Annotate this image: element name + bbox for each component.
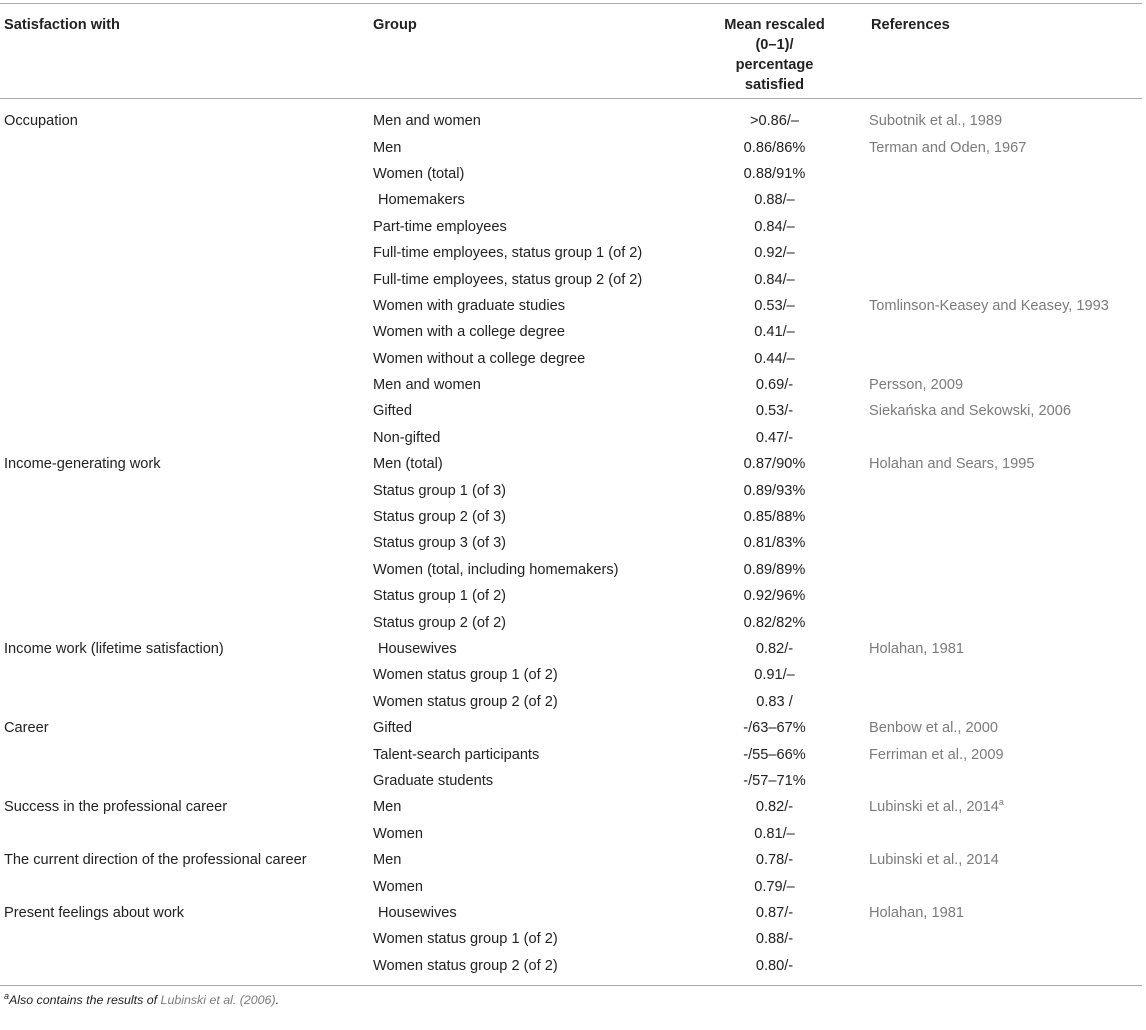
row-mean-value: 0.82/-	[755, 799, 794, 816]
row-reference	[867, 530, 1142, 556]
table-row	[0, 504, 1142, 530]
row-reference-text: Tomlinson-Keasey and Keasey, 1993	[869, 297, 1109, 314]
table-row	[0, 583, 1142, 609]
row-mean-value: 0.89/93%	[743, 482, 806, 499]
table-row	[0, 926, 1142, 952]
row-reference	[867, 873, 1142, 899]
table-row	[0, 214, 1142, 240]
row-group: Women status group 1 (of 2)	[373, 667, 558, 684]
row-reference-text: Holahan, 1981	[869, 904, 964, 921]
row-mean-value: 0.69/-	[755, 377, 794, 394]
footnote-reference-link[interactable]: Lubinski et al. (2006)	[160, 992, 276, 1007]
row-reference-footnote-marker: a	[998, 797, 1004, 808]
row-reference-text: Persson, 2009	[869, 377, 964, 394]
footnote-text: Also contains the results of	[9, 992, 161, 1007]
row-mean-value: 0.88/-	[755, 931, 794, 948]
row-reference	[867, 346, 1142, 372]
row-reference	[867, 425, 1142, 451]
table-row	[0, 741, 1142, 767]
table-row	[0, 425, 1142, 451]
row-reference	[867, 583, 1142, 609]
row-group: Women with graduate studies	[373, 297, 565, 314]
table-row	[0, 662, 1142, 688]
table-row	[0, 636, 1142, 662]
table-row	[0, 821, 1142, 847]
row-group: Women	[373, 825, 424, 842]
row-reference[interactable]	[867, 715, 1142, 741]
table-row	[0, 557, 1142, 583]
row-category	[0, 214, 369, 240]
row-reference[interactable]	[867, 108, 1142, 134]
body-top-spacer	[0, 99, 1142, 108]
row-category	[0, 425, 369, 451]
row-reference	[867, 319, 1142, 345]
header-mean-line-2: (0–1)/	[755, 37, 794, 53]
table-row	[0, 346, 1142, 372]
table-row	[0, 293, 1142, 319]
row-category	[0, 583, 369, 609]
row-category	[0, 662, 369, 688]
row-reference[interactable]	[867, 372, 1142, 398]
table-row	[0, 451, 1142, 477]
table-row	[0, 689, 1142, 715]
table-row	[0, 768, 1142, 794]
row-group: Women status group 2 (of 2)	[373, 957, 558, 974]
row-category: Success in the professional career	[4, 799, 228, 816]
row-mean-value: 0.81/83%	[743, 535, 806, 552]
row-reference[interactable]	[867, 398, 1142, 424]
table-row	[0, 108, 1142, 134]
header-mean-line-3: percentage	[735, 57, 814, 73]
satisfaction-table	[0, 4, 1142, 985]
row-group: Housewives	[378, 904, 457, 921]
table-row	[0, 134, 1142, 160]
row-reference-text: Holahan and Sears, 1995	[869, 456, 1035, 473]
row-group: Status group 2 (of 2)	[373, 614, 507, 631]
table-row	[0, 609, 1142, 635]
table-row	[0, 161, 1142, 187]
table-header	[0, 4, 1142, 98]
row-reference	[867, 240, 1142, 266]
results-table-container	[0, 3, 1142, 1007]
row-group: Men	[373, 139, 402, 156]
row-reference[interactable]	[867, 741, 1142, 767]
row-group: Women with a college degree	[373, 324, 565, 341]
row-mean-value: >0.86/–	[749, 113, 800, 130]
row-category	[0, 477, 369, 503]
row-mean-value: 0.53/-	[755, 403, 794, 420]
row-mean-value: 0.86/86%	[743, 139, 806, 156]
row-group: Women status group 1 (of 2)	[373, 931, 558, 948]
row-reference[interactable]	[867, 900, 1142, 926]
table-row	[0, 398, 1142, 424]
row-mean-value: 0.82/82%	[743, 614, 806, 631]
row-group: Homemakers	[378, 192, 465, 209]
row-mean-value: 0.92/–	[754, 245, 795, 262]
row-group: Women (total)	[373, 165, 465, 182]
row-group: Status group 3 (of 3)	[373, 535, 507, 552]
header-mean-rescaled	[682, 4, 867, 98]
header-group: Group	[373, 17, 417, 33]
table-row	[0, 953, 1142, 979]
row-mean-value: 0.84/–	[754, 218, 795, 235]
row-mean-value: 0.80/-	[755, 957, 794, 974]
row-category	[0, 319, 369, 345]
row-category	[0, 161, 369, 187]
row-reference	[867, 926, 1142, 952]
row-mean-value: 0.47/-	[755, 429, 794, 446]
header-mean-line-1: Mean rescaled	[724, 17, 825, 33]
row-category	[0, 873, 369, 899]
row-category	[0, 741, 369, 767]
row-reference[interactable]	[867, 293, 1142, 319]
row-mean-value: 0.82/-	[755, 641, 794, 657]
row-group: Men and women	[373, 113, 481, 130]
row-category: Present feelings about work	[4, 904, 185, 921]
row-group: Status group 1 (of 3)	[373, 482, 507, 499]
row-category	[0, 266, 369, 292]
table-row	[0, 900, 1142, 926]
table-row	[0, 530, 1142, 556]
table-row	[0, 372, 1142, 398]
row-category	[0, 530, 369, 556]
row-category	[0, 293, 369, 319]
row-group: Men	[373, 799, 402, 816]
row-reference	[867, 214, 1142, 240]
row-group: Gifted	[373, 403, 412, 420]
row-reference	[867, 477, 1142, 503]
row-reference-text: Siekańska and Sekowski, 2006	[869, 403, 1072, 420]
table-row	[0, 873, 1142, 899]
row-reference-text: Lubinski et al., 2014	[869, 852, 999, 869]
header-satisfaction-with: Satisfaction with	[4, 17, 120, 33]
row-reference	[867, 266, 1142, 292]
table-row	[0, 319, 1142, 345]
row-category	[0, 821, 369, 847]
row-group: Women status group 2 (of 2)	[373, 693, 558, 710]
row-reference	[867, 821, 1142, 847]
table-row	[0, 266, 1142, 292]
row-category	[0, 134, 369, 160]
row-group: Women without a college degree	[373, 350, 586, 367]
row-reference	[867, 557, 1142, 583]
row-mean-value: -/63–67%	[743, 720, 806, 737]
row-group: Talent-search participants	[373, 746, 540, 763]
row-mean-value: 0.83 /	[756, 693, 793, 710]
row-reference-text: Lubinski et al., 2014	[869, 799, 999, 816]
row-reference[interactable]	[867, 451, 1142, 477]
row-category	[0, 240, 369, 266]
row-group: Men (total)	[373, 456, 443, 473]
row-group: Status group 2 (of 3)	[373, 509, 507, 526]
row-mean-value: -/57–71%	[743, 772, 806, 789]
row-category	[0, 953, 369, 979]
row-mean-value: 0.87/-	[755, 904, 794, 921]
row-category: The current direction of the professional career	[4, 852, 307, 869]
row-category	[0, 689, 369, 715]
row-category	[0, 398, 369, 424]
table-footnote	[0, 986, 1142, 1007]
row-reference-text: Subotnik et al., 1989	[869, 113, 1003, 130]
row-mean-value: 0.89/89%	[743, 561, 806, 578]
footnote-end: .	[275, 992, 280, 1007]
row-reference-text: Terman and Oden, 1967	[869, 139, 1027, 156]
row-category: Income-generating work	[4, 456, 161, 473]
table-row	[0, 477, 1142, 503]
header-references: References	[871, 17, 950, 33]
row-group: Status group 1 (of 2)	[373, 588, 507, 605]
row-mean-value: 0.53/–	[754, 297, 795, 314]
row-group: Non-gifted	[373, 429, 441, 446]
table-row	[0, 240, 1142, 266]
header-mean-line-4: satisfied	[744, 77, 805, 93]
row-mean-value: -/55–66%	[743, 746, 806, 763]
row-category	[0, 504, 369, 530]
row-mean-value: 0.78/-	[755, 852, 794, 869]
row-reference-text: Holahan, 1981	[869, 641, 964, 657]
row-category	[0, 557, 369, 583]
row-category	[0, 187, 369, 213]
row-group: Women	[373, 878, 424, 895]
row-reference[interactable]	[867, 636, 1142, 662]
row-reference-text: Benbow et al., 2000	[869, 720, 999, 737]
row-category: Career	[4, 720, 49, 737]
table-row	[0, 794, 1142, 820]
row-category	[0, 372, 369, 398]
row-mean-value: 0.85/88%	[743, 509, 806, 526]
row-category	[0, 609, 369, 635]
row-mean-value: 0.87/90%	[743, 456, 806, 473]
row-mean-value: 0.88/–	[754, 192, 795, 209]
footnote-marker: a	[4, 990, 10, 1001]
row-reference-text: Ferriman et al., 2009	[869, 746, 1004, 763]
row-mean-value: 0.81/–	[754, 825, 795, 842]
table-row	[0, 187, 1142, 213]
row-mean-value: 0.88/91%	[743, 165, 806, 182]
row-group: Graduate students	[373, 772, 494, 789]
table-body	[0, 98, 1142, 985]
row-group: Full-time employees, status group 1 (of 2)	[373, 245, 643, 262]
row-group: Full-time employees, status group 2 (of 2)	[373, 271, 643, 288]
row-reference[interactable]	[867, 134, 1142, 160]
row-reference[interactable]	[867, 794, 1142, 820]
row-mean-value: 0.41/–	[754, 324, 795, 341]
table-row	[0, 847, 1142, 873]
table-row	[0, 715, 1142, 741]
row-mean-value: 0.44/–	[754, 350, 795, 367]
row-mean-value: 0.79/–	[754, 878, 795, 895]
row-group: Men	[373, 852, 402, 869]
row-group: Housewives	[378, 641, 457, 657]
row-reference	[867, 768, 1142, 794]
row-reference	[867, 689, 1142, 715]
row-category	[0, 768, 369, 794]
row-reference	[867, 187, 1142, 213]
row-category	[0, 926, 369, 952]
row-mean-value: 0.92/96%	[743, 588, 806, 605]
row-reference	[867, 953, 1142, 979]
row-category	[0, 346, 369, 372]
row-reference	[867, 504, 1142, 530]
row-reference	[867, 161, 1142, 187]
row-category: Income work (lifetime satisfaction)	[4, 641, 224, 657]
row-mean-value: 0.84/–	[754, 271, 795, 288]
row-reference	[867, 609, 1142, 635]
row-mean-value: 0.91/–	[754, 667, 795, 684]
row-group: Part-time employees	[373, 218, 507, 235]
row-group: Gifted	[373, 720, 412, 737]
row-group: Women (total, including homemakers)	[373, 561, 619, 578]
row-category: Occupation	[4, 113, 78, 130]
row-reference	[867, 662, 1142, 688]
row-group: Men and women	[373, 377, 481, 394]
row-reference[interactable]	[867, 847, 1142, 873]
